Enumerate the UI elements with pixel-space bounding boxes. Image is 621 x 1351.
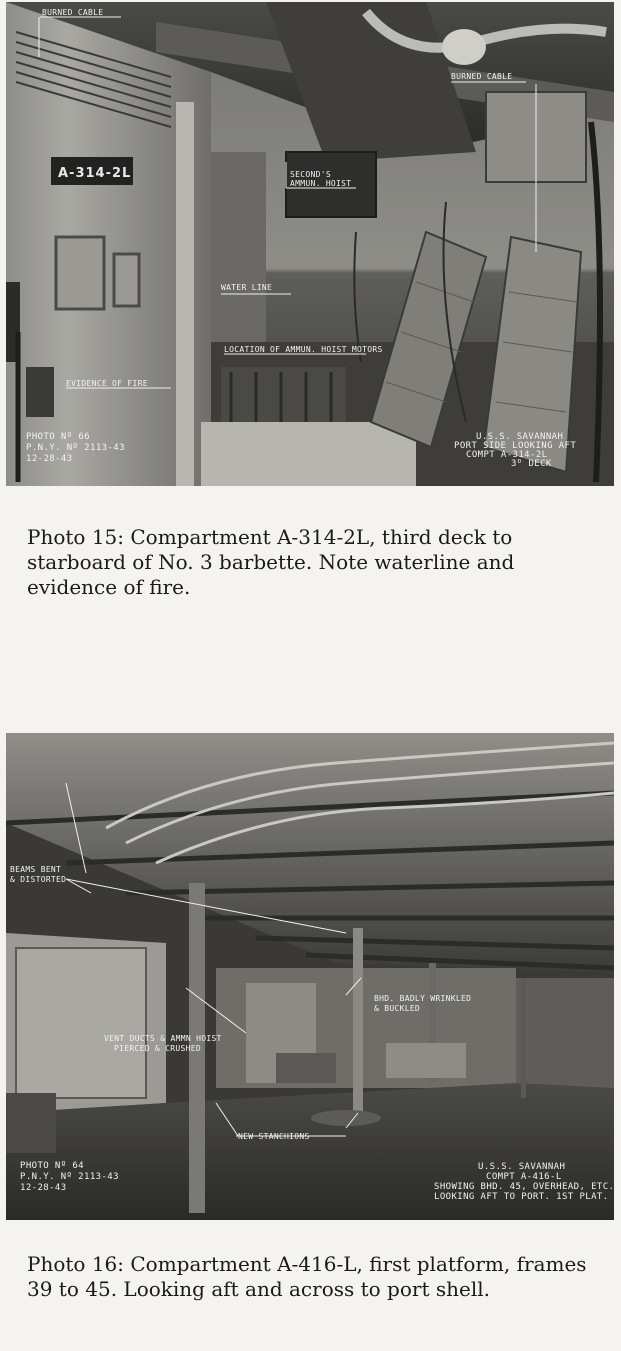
photo-16-number-line2: P.N.Y. Nº 2113-43 — [20, 1172, 119, 1182]
photo-16-image — [6, 733, 614, 1220]
bhd-label-line2: & BUCKLED — [374, 1004, 421, 1013]
stanchions-label: NEW STANCHIONS — [238, 1132, 310, 1141]
photo-16-ship-label-line2: COMPT A-416-L — [486, 1172, 562, 1182]
photo-16-number-line3: 12-28-43 — [20, 1183, 67, 1193]
vent-label-line1: VENT DUCTS & AMMN HOIST — [104, 1034, 222, 1043]
beams-label-line1: BEAMS BENT — [10, 865, 62, 874]
photo-15-ship-label-line2: PORT SIDE LOOKING AFT — [454, 441, 577, 451]
burned-cable-label-right: BURNED CABLE — [451, 72, 513, 81]
photo-15-image — [6, 2, 614, 486]
photo-16-number-line1: PHOTO Nº 64 — [20, 1161, 85, 1171]
photo-15-number-line1: PHOTO Nº 66 — [26, 432, 91, 442]
photo-16-caption: Photo 16: Compartment A-416-L, first platform, frames 39 to 45. Looking aft and across to port shell. — [27, 1252, 587, 1301]
burned-cable-label-top: BURNED CABLE — [42, 8, 104, 17]
photo-15-number-line2: P.N.Y. Nº 2113-43 — [26, 443, 125, 453]
left-wall-label: EVIDENCE OF FIRE — [66, 379, 148, 388]
ammo-hoist-label-line1: SECOND'S — [290, 170, 331, 179]
photo-16-ship-label-line1: U.S.S. SAVANNAH — [478, 1162, 566, 1172]
photo-16-ship-label-line3: SHOWING BHD. 45, OVERHEAD, ETC. — [434, 1182, 614, 1192]
water-line-label: WATER LINE — [221, 283, 273, 292]
photo-15-caption: Photo 15: Compartment A-314-2L, third deck to starboard of No. 3 barbette. Note waterline and evidence of fire. — [27, 525, 515, 599]
bhd-label-line1: BHD. BADLY WRINKLED — [374, 994, 472, 1003]
photo-15-ship-label-line1: U.S.S. SAVANNAH — [476, 432, 564, 442]
beams-label-line2: & DISTORTED — [10, 875, 67, 884]
photo-16 — [6, 733, 614, 1220]
photo-15 — [6, 2, 614, 486]
ammo-hoist-label-line2: AMMUN. HOIST — [290, 179, 352, 188]
photo-15-number-line3: 12-28-43 — [26, 454, 73, 464]
vent-label-line2: PIERCED & CRUSHED — [114, 1044, 201, 1053]
compartment-sign: A-314-2L — [58, 166, 132, 181]
hoist-motor-location-label: LOCATION OF AMMUN. HOIST MOTORS — [224, 345, 383, 354]
photo-15-ship-label-line3: COMPT A-314-2L — [466, 450, 548, 460]
photo-15-ship-label-line4: 3ᴰ DECK — [511, 459, 552, 469]
photo-16-ship-label-line4: LOOKING AFT TO PORT. 1ST PLAT. — [434, 1192, 609, 1202]
